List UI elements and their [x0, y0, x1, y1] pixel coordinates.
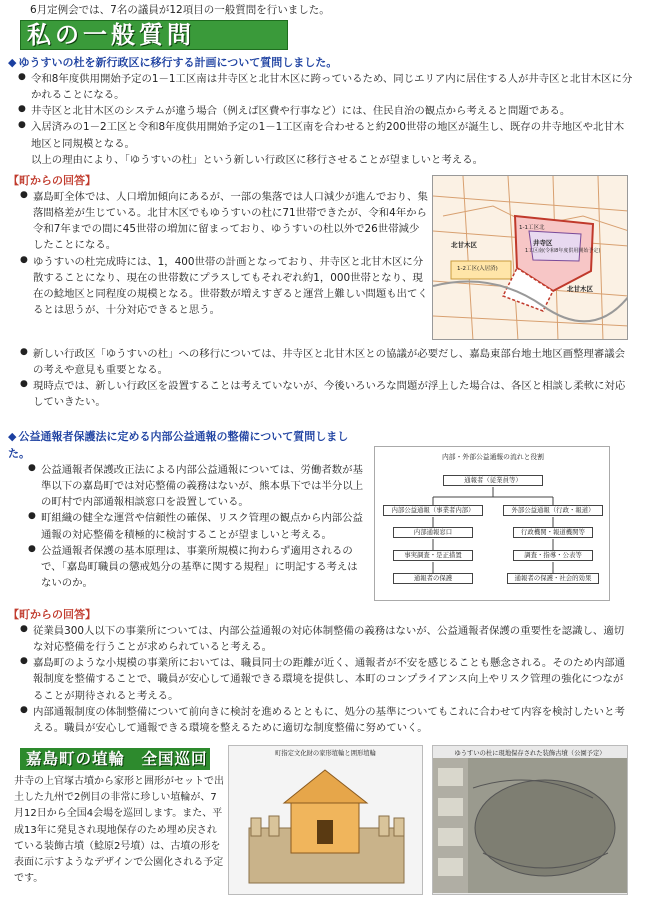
flow-left-item: 事実調査・是正措置: [393, 550, 473, 561]
map-label-center: 井寺区: [533, 239, 553, 247]
question-1-title: ◆ ゆうすいの杜を新行政区に移行する計画について質問しました。: [8, 56, 338, 69]
answer-1-heading: 【町からの回答】: [8, 174, 96, 187]
haniwa-photo: [228, 745, 423, 895]
flow-right-item: 行政機関・報道機関等: [513, 527, 593, 538]
flow-right-item: 調査・指導・公表等: [513, 550, 593, 561]
map-graphic: [433, 176, 628, 340]
answer-2-list: [20, 623, 633, 736]
map-zone-a-label: 1工区南(令和8年度供用開始予定): [525, 248, 601, 254]
map-zone-c-label: 1-1工区北: [519, 225, 545, 231]
list-item: ● 町組織の健全な運営や信頼性の確保、リスク管理の観点から内部公益通報の対応整備を積極的に検討することが望ましいと考える。: [28, 510, 368, 542]
question-2-title: ◆ 公益通報者保護法に定める内部公益通報の整備について質問しました。: [8, 430, 349, 461]
list-item: ● 現時点では、新しい行政区を設置することは考えていないが、今後いろいろな問題が浮上した場合は、各区と相談し柔軟に対応していきたい。: [20, 378, 632, 410]
list-item: ● 嘉島町全体では、人口増加傾向にあるが、一部の集落では人口減少が進んでおり、集落間格差が生じている。北甘木区でもゆうすいの杜に71世帯できたが、令和4年から令和7年までの間に45世帯の増加に留まっており、ゆうすいの杜以外で26世帯減少したことになる。: [20, 189, 428, 254]
flow-left-item: 内部通報窓口: [393, 527, 473, 538]
haniwa-photo-caption: 町指定文化財の家形埴輪と囲形埴輪: [275, 750, 376, 757]
haniwa-body: 井寺の上官塚古墳から家形と囲形がセットで出土した九州で2例目の非常に珍しい埴輪が、7月12日から全国4会場を巡回します。また、平成13年に発見され現地保存のため埋め戻されている装飾古墳（鯰原2号墳）は、古墳の形を表面に示すようなデザインで公園化される予定です。: [14, 776, 224, 885]
question-2-list: [28, 462, 368, 591]
flow-right-head: 外部公益通報（行政・報道）: [503, 505, 603, 516]
list-item: ● 嘉島町のような小規模の事業所においては、職員同士の距離が近く、通報者が不安を感じることも懸念される。そのため内部通報制度を整備することで、職員が安心して通報できる環境を提供し、本町のコンプライアンス向上やリスク管理の強化につながることが期待されると考える。: [20, 655, 633, 703]
list-item: ● 従業員300人以下の事業所については、内部公益通報の対応体制整備の義務はないが、公益通報者保護の重要性を認識し、適切な対応整備を行うことが求められていると考える。: [20, 623, 633, 655]
question-2: [8, 428, 368, 591]
haniwa-illustration: [229, 758, 422, 893]
list-item: ● 井寺区と北甘木区のシステムが違う場合（例えば区費や行事など）には、住民自治の観点から考えると問題である。: [18, 103, 633, 119]
question-1: [8, 54, 633, 168]
list-item: ● 入居済みの1－2工区と令和8年度供用開始予定の1－1工区南を合わせると約200世帯の地区が誕生し、既存の井寺地区や北甘木地区と同規模となる。: [18, 119, 633, 151]
question-1-conclusion: 以上の理由により、「ゆうすいの杜」という新しい行政区に移行させることが望ましいと考える。: [31, 153, 483, 166]
flow-left-head: 内部公益通報（事業者内部）: [383, 505, 483, 516]
list-item: ● 公益通報者保護の基本原理は、事業所規模に拘わらず適用されるので、「嘉島町職員の懲戒処分の基準に関する規程」に明記する考えはないのか。: [28, 543, 368, 591]
diamond-icon: ◆: [8, 56, 17, 69]
flowchart-title: 内部・外部公益通報の流れと役割: [442, 453, 544, 461]
answer-2-heading: 【町からの回答】: [8, 608, 96, 621]
map-label-left: 北甘木区: [451, 241, 477, 249]
list-item: ● 令和8年度供用開始予定の1－1工区南は井寺区と北甘木区に跨っているため、同じエリア内に居住する人が井寺区と北甘木区に分かれることになる。: [18, 71, 633, 103]
section-banner: 私の一般質問: [20, 20, 288, 50]
list-item: ● 新しい行政区「ゆうすいの杜」への移行については、井寺区と北甘木区との協議が必要だし、嘉島東部台地土地区画整理審議会の考えや意見も重要となる。: [20, 346, 632, 378]
answer-1-list-narrow: [20, 189, 428, 318]
list-item: ● 内部通報制度の体制整備について前向きに検討を進めるとともに、処分の基準についてもこれに合わせて内容を検討したいと考える。職員が安心して通報できる環境を整えるために適切な制度整備に努めていく。: [20, 704, 633, 736]
answer-1-list-wide: [20, 346, 632, 411]
answer-1: [8, 172, 428, 318]
tomb-photo: [432, 745, 628, 895]
tomb-photo-caption: ゆうすいの杜に現地保存された装飾古墳（公園予定）: [454, 750, 606, 757]
haniwa-banner: 嘉島町の埴輪 全国巡回: [20, 748, 210, 770]
map-zone-b-label: 1-2工区(入居済): [457, 266, 498, 272]
question-1-list: [18, 71, 633, 152]
diamond-icon: ◆: [8, 430, 17, 443]
map-label-right: 北甘木区: [567, 285, 593, 293]
intro-text: 6月定例会では、7名の議員が12項目の一般質問を行いました。: [30, 4, 330, 16]
aerial-illustration: [433, 758, 627, 893]
list-item: ● ゆうすいの杜完成時には、1，400世帯の計画となっており、井寺区と北甘木区に分散することになり、現在の世帯数にプラスしてもそれぞれ約1，000世帯となり、現在の鯰地区と同程度の規模となる。世帯数が増えすぎると運営上難しい問題も出てくるとは思うが、十分対応できると思う。: [20, 254, 428, 319]
whistleblowing-flowchart: [374, 446, 610, 601]
list-item: ● 公益通報者保護改正法による内部公益通報については、労働者数が基準以下の嘉島町では対応整備の義務はないが、熊本県下では半分以上の町村で内部通報相談窓口を設置している。: [28, 462, 368, 510]
flow-left-item: 通報者の保護: [393, 573, 473, 584]
flow-top-box: 通報者（従業員等）: [443, 475, 543, 486]
answer-2: [8, 606, 633, 736]
district-map: [432, 175, 628, 340]
answer-1-wide: [20, 346, 632, 411]
flow-right-item: 通報者の保護・社会的効果: [507, 573, 599, 584]
